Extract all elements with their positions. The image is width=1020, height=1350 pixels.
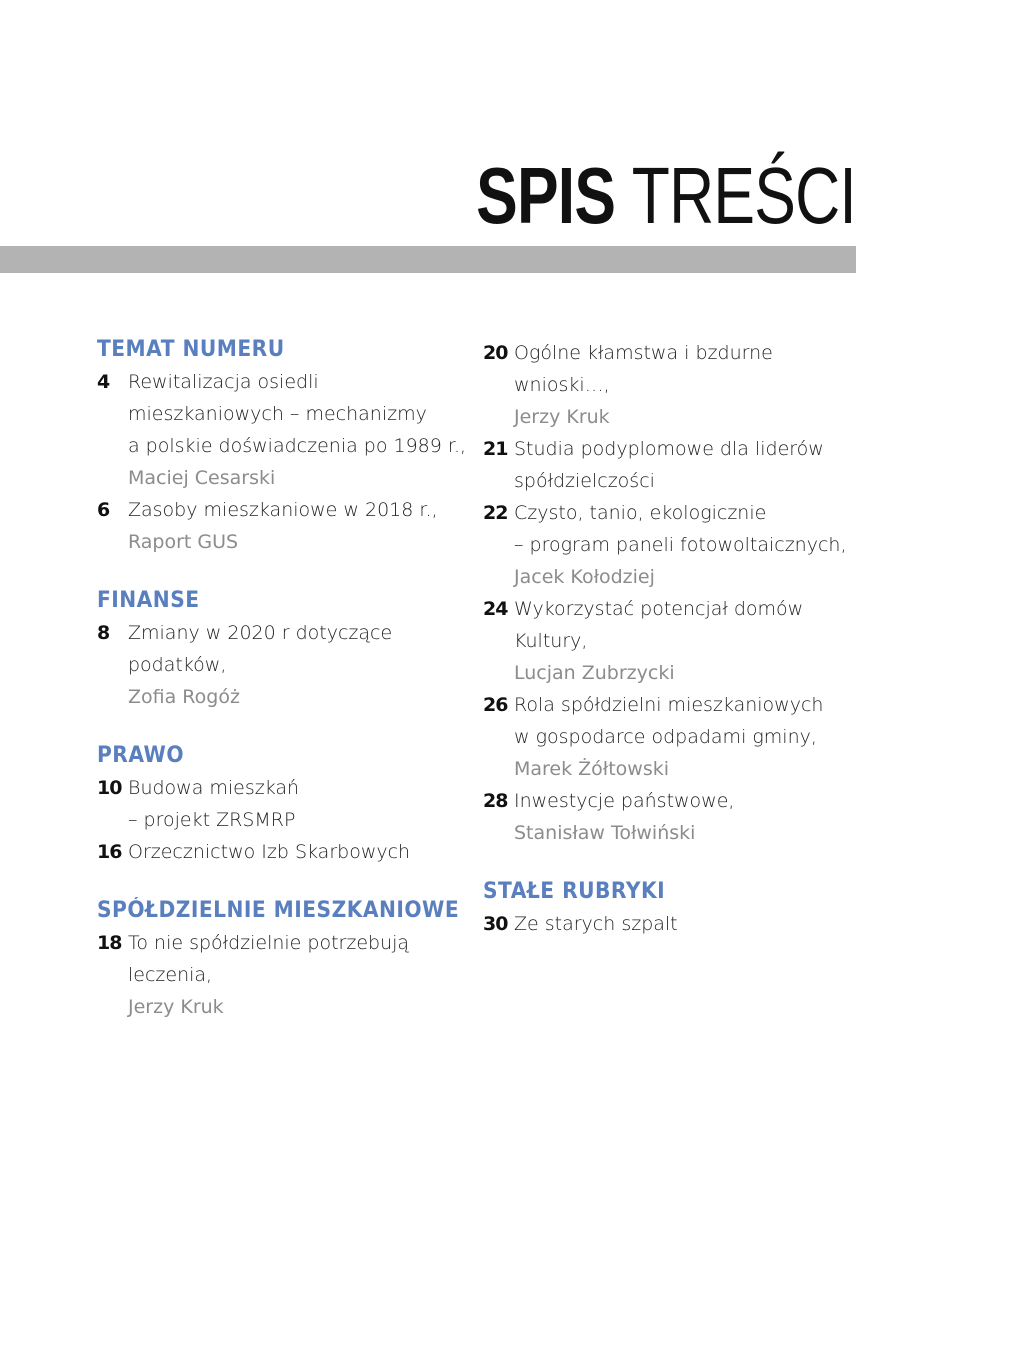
title-light-word: TREŚCI <box>631 151 856 240</box>
page-number: 21 <box>483 438 508 460</box>
entry-body <box>128 617 477 713</box>
page-number: 18 <box>97 932 122 954</box>
entry-body <box>514 689 863 785</box>
article-author: Raport GUS <box>128 531 239 553</box>
toc-entry[interactable] <box>483 785 863 849</box>
section-title: FINANSE <box>97 588 200 613</box>
toc-section <box>97 585 477 713</box>
toc-section <box>97 334 477 558</box>
entry-body <box>514 497 863 593</box>
section-title: STAŁE RUBRYKI <box>483 879 666 904</box>
toc-entry[interactable] <box>483 689 863 785</box>
article-title: Ze starych szpalt <box>514 913 678 935</box>
entry-body <box>514 337 863 433</box>
entry-body <box>128 366 477 494</box>
page-number: 20 <box>483 342 508 364</box>
toc-section <box>97 895 477 1023</box>
article-author: Jerzy Kruk <box>514 406 610 428</box>
toc-entry[interactable] <box>483 593 863 689</box>
article-title: Budowa mieszkań – projekt ZRSMRP <box>128 777 300 831</box>
toc-section <box>483 337 863 849</box>
page-number: 24 <box>483 598 508 620</box>
article-author: Jerzy Kruk <box>128 996 224 1018</box>
article-title: Wykorzystać potencjał domów Kultury, <box>514 598 804 652</box>
page-number: 22 <box>483 502 508 524</box>
entry-body <box>514 908 863 940</box>
entry-body <box>514 785 863 849</box>
toc-entry[interactable] <box>97 494 477 558</box>
title-bold-word: SPIS <box>476 151 616 240</box>
page-title <box>476 150 856 242</box>
entry-body <box>514 433 863 497</box>
toc-entry[interactable] <box>97 617 477 713</box>
toc-entry[interactable] <box>483 497 863 593</box>
article-author: Stanisław Tołwiński <box>514 822 696 844</box>
article-title: Orzecznictwo Izb Skarbowych <box>128 841 411 863</box>
toc-section <box>97 740 477 868</box>
article-title: Czysto, tanio, ekologicznie – program paneli fotowoltaicznych, <box>514 502 847 556</box>
article-author: Lucjan Zubrzycki <box>514 662 675 684</box>
article-title: Rewitalizacja osiedli mieszkaniowych – mechanizmy a polskie doświadczenia po 1989 r., <box>128 371 467 457</box>
header-divider-bar <box>0 246 856 273</box>
article-author: Jacek Kołodziej <box>514 566 655 588</box>
page-number: 26 <box>483 694 508 716</box>
article-title: To nie spółdzielnie potrzebują leczenia, <box>128 932 410 986</box>
article-title: Studia podyplomowe dla liderów spółdzielczości <box>514 438 824 492</box>
page-number: 4 <box>97 371 110 393</box>
page-number: 10 <box>97 777 122 799</box>
toc-entry[interactable] <box>483 337 863 433</box>
toc-entry[interactable] <box>483 908 863 940</box>
section-title: TEMAT NUMERU <box>97 337 285 362</box>
entry-body <box>128 836 477 868</box>
entry-body <box>128 772 477 836</box>
section-title: SPÓŁDZIELNIE MIESZKANIOWE <box>97 898 460 923</box>
article-title: Inwestycje państwowe, <box>514 790 735 812</box>
entry-body <box>128 494 477 558</box>
entry-body <box>514 593 863 689</box>
article-title: Rola spółdzielni mieszkaniowych w gospodarce odpadami gminy, <box>514 694 824 748</box>
page-number: 30 <box>483 913 508 935</box>
article-author: Maciej Cesarski <box>128 467 276 489</box>
article-title: Zmiany w 2020 r dotyczące podatków, <box>128 622 393 676</box>
toc-entry[interactable] <box>97 836 477 868</box>
page-number: 8 <box>97 622 110 644</box>
toc-section <box>483 876 863 940</box>
entry-body <box>128 927 477 1023</box>
toc-right-column <box>483 337 863 967</box>
article-title: Ogólne kłamstwa i bzdurne wnioski…, <box>514 342 773 396</box>
article-author: Zofia Rogóż <box>128 686 240 708</box>
toc-entry[interactable] <box>483 433 863 497</box>
article-title: Zasoby mieszkaniowe w 2018 r., <box>128 499 438 521</box>
toc-entry[interactable] <box>97 366 477 494</box>
toc-entry[interactable] <box>97 927 477 1023</box>
toc-entry[interactable] <box>97 772 477 836</box>
page-number: 6 <box>97 499 110 521</box>
toc-left-column <box>97 334 477 1050</box>
page-number: 28 <box>483 790 508 812</box>
section-title: PRAWO <box>97 743 185 768</box>
article-author: Marek Żółtowski <box>514 758 669 780</box>
page-number: 16 <box>97 841 122 863</box>
